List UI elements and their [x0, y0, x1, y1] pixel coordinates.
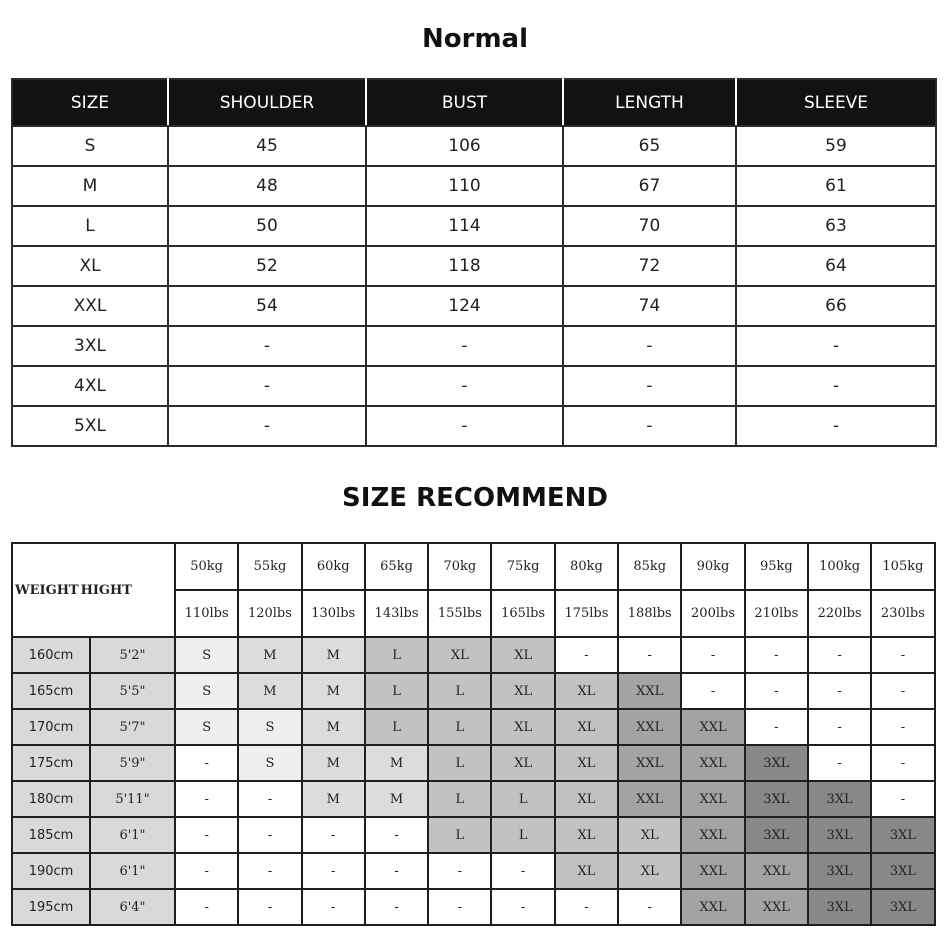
size-recommend-cell: L	[365, 673, 428, 709]
size-recommend-cell: -	[745, 637, 808, 673]
measurement-cell: 118	[366, 246, 563, 286]
measurement-cell: 124	[366, 286, 563, 326]
measurement-cell: 65	[563, 126, 736, 166]
weight-lbs-cell: 130lbs	[302, 590, 365, 637]
size-recommend-cell: L	[428, 709, 491, 745]
size-recommend-cell: XXL	[618, 673, 681, 709]
height-cm-cell: 180cm	[12, 781, 90, 817]
normal-table-row	[12, 406, 936, 446]
size-recommend-cell: -	[808, 745, 871, 781]
height-ft-cell: 6'4"	[90, 889, 175, 925]
size-recommend-cell: 3XL	[745, 781, 808, 817]
size-recommend-cell: S	[175, 637, 238, 673]
size-recommend-cell: -	[175, 781, 238, 817]
size-recommend-cell: XXL	[745, 889, 808, 925]
weight-kg-cell: 100kg	[808, 543, 871, 590]
header-bust: BUST	[366, 79, 563, 126]
height-row	[12, 889, 935, 925]
size-recommend-cell: XL	[555, 817, 618, 853]
height-cm-cell: 195cm	[12, 889, 90, 925]
size-recommend-cell: XL	[555, 853, 618, 889]
measurement-cell: 50	[168, 206, 366, 246]
size-recommend-cell: XL	[618, 853, 681, 889]
size-cell: S	[12, 126, 168, 166]
size-recommend-cell: -	[175, 745, 238, 781]
size-recommend-cell: XXL	[681, 817, 744, 853]
header-size: SIZE	[12, 79, 168, 126]
size-recommend-cell: -	[238, 817, 301, 853]
weight-lbs-cell: 210lbs	[745, 590, 808, 637]
height-row	[12, 709, 935, 745]
size-recommend-cell: -	[871, 637, 934, 673]
measurement-cell: -	[736, 406, 936, 446]
weight-kg-cell: 65kg	[365, 543, 428, 590]
size-recommend-cell: XXL	[618, 745, 681, 781]
size-recommend-cell: XL	[555, 781, 618, 817]
weight-lbs-cell: 165lbs	[491, 590, 554, 637]
measurement-cell: -	[168, 326, 366, 366]
measurement-cell: -	[366, 406, 563, 446]
weight-height-corner	[12, 543, 175, 637]
size-recommend-cell: 3XL	[871, 853, 934, 889]
measurement-cell: 106	[366, 126, 563, 166]
measurement-cell: -	[168, 406, 366, 446]
size-recommend-cell: -	[871, 673, 934, 709]
size-recommend-cell: -	[808, 637, 871, 673]
size-recommend-cell: -	[428, 853, 491, 889]
size-recommend-cell: -	[175, 817, 238, 853]
weight-kg-cell: 95kg	[745, 543, 808, 590]
size-recommend-cell: -	[555, 889, 618, 925]
normal-table-row	[12, 246, 936, 286]
size-recommend-cell: XXL	[618, 781, 681, 817]
weight-kg-cell: 75kg	[491, 543, 554, 590]
size-recommend-cell: -	[618, 889, 681, 925]
weight-kg-cell: 50kg	[175, 543, 238, 590]
weight-kg-cell: 85kg	[618, 543, 681, 590]
size-recommend-cell: -	[302, 889, 365, 925]
normal-table-title: Normal	[422, 24, 528, 54]
size-recommend-cell: -	[871, 709, 934, 745]
size-recommend-cell: -	[175, 853, 238, 889]
size-recommend-cell: XL	[491, 637, 554, 673]
height-ft-cell: 5'9"	[90, 745, 175, 781]
weight-lbs-cell: 155lbs	[428, 590, 491, 637]
size-recommend-cell: 3XL	[745, 745, 808, 781]
size-recommend-cell: -	[491, 853, 554, 889]
measurement-cell: -	[366, 326, 563, 366]
measurement-cell: 52	[168, 246, 366, 286]
size-recommend-cell: -	[175, 889, 238, 925]
size-recommend-cell: M	[238, 637, 301, 673]
normal-table-row	[12, 126, 936, 166]
size-recommend-cell: -	[238, 889, 301, 925]
size-recommend-cell: XXL	[618, 709, 681, 745]
size-recommend-cell: -	[745, 709, 808, 745]
size-recommend-cell: M	[302, 745, 365, 781]
height-row	[12, 853, 935, 889]
size-recommend-cell: -	[365, 853, 428, 889]
weight-lbs-cell: 230lbs	[871, 590, 934, 637]
header-shoulder: SHOULDER	[168, 79, 366, 126]
size-recommend-cell: -	[302, 853, 365, 889]
weight-lbs-cell: 143lbs	[365, 590, 428, 637]
measurement-cell: -	[168, 366, 366, 406]
height-cm-cell: 160cm	[12, 637, 90, 673]
size-recommend-cell: S	[238, 745, 301, 781]
height-ft-cell: 6'1"	[90, 853, 175, 889]
height-row	[12, 745, 935, 781]
height-row	[12, 781, 935, 817]
weight-lbs-cell: 200lbs	[681, 590, 744, 637]
size-recommend-cell: L	[491, 781, 554, 817]
size-recommend-cell: S	[238, 709, 301, 745]
measurement-cell: -	[563, 366, 736, 406]
weight-kg-cell: 70kg	[428, 543, 491, 590]
measurement-cell: 66	[736, 286, 936, 326]
size-recommend-cell: -	[808, 709, 871, 745]
size-recommend-cell: 3XL	[808, 853, 871, 889]
size-recommend-cell: M	[302, 781, 365, 817]
size-cell: M	[12, 166, 168, 206]
size-recommend-cell: 3XL	[808, 889, 871, 925]
size-recommend-title: SIZE RECOMMEND	[342, 483, 608, 513]
size-recommend-cell: -	[555, 637, 618, 673]
measurement-cell: 67	[563, 166, 736, 206]
height-ft-cell: 6'1"	[90, 817, 175, 853]
size-recommend-cell: XL	[428, 637, 491, 673]
size-recommend-cell: XXL	[681, 745, 744, 781]
height-cm-cell: 165cm	[12, 673, 90, 709]
size-recommend-cell: -	[871, 745, 934, 781]
size-recommend-cell: L	[491, 817, 554, 853]
size-cell: 5XL	[12, 406, 168, 446]
size-recommend-cell: XL	[618, 817, 681, 853]
weight-kg-row	[12, 543, 935, 590]
size-recommend-cell: -	[365, 889, 428, 925]
size-recommend-cell: L	[365, 637, 428, 673]
size-recommend-cell: XXL	[681, 853, 744, 889]
measurement-cell: -	[563, 326, 736, 366]
measurement-cell: 72	[563, 246, 736, 286]
normal-table-row	[12, 366, 936, 406]
size-recommend-cell: XXL	[681, 781, 744, 817]
header-sleeve: SLEEVE	[736, 79, 936, 126]
height-row	[12, 817, 935, 853]
size-recommend-cell: M	[365, 781, 428, 817]
normal-table-row	[12, 206, 936, 246]
height-cm-cell: 190cm	[12, 853, 90, 889]
size-recommend-cell: XL	[555, 709, 618, 745]
size-recommend-cell: M	[238, 673, 301, 709]
height-row	[12, 637, 935, 673]
corner-height-label: HIGHT	[80, 582, 132, 598]
size-recommend-cell: L	[428, 745, 491, 781]
size-recommend-cell: 3XL	[871, 889, 934, 925]
size-cell: XXL	[12, 286, 168, 326]
weight-lbs-cell: 220lbs	[808, 590, 871, 637]
size-recommend-cell: XL	[555, 745, 618, 781]
weight-kg-cell: 105kg	[871, 543, 934, 590]
size-recommend-cell: 3XL	[871, 817, 934, 853]
measurement-cell: 45	[168, 126, 366, 166]
measurement-cell: 64	[736, 246, 936, 286]
measurement-cell: 54	[168, 286, 366, 326]
weight-kg-cell: 80kg	[555, 543, 618, 590]
size-cell: XL	[12, 246, 168, 286]
size-recommend-cell: S	[175, 709, 238, 745]
height-row	[12, 673, 935, 709]
size-recommend-cell: -	[745, 673, 808, 709]
measurement-cell: 74	[563, 286, 736, 326]
weight-kg-cell: 55kg	[238, 543, 301, 590]
normal-table-row	[12, 166, 936, 206]
normal-header-row	[12, 79, 936, 126]
size-recommend-cell: XL	[491, 709, 554, 745]
size-cell: 4XL	[12, 366, 168, 406]
size-recommend-table	[11, 542, 936, 926]
size-recommend-cell: XL	[491, 673, 554, 709]
weight-lbs-cell: 175lbs	[555, 590, 618, 637]
size-recommend-cell: -	[238, 781, 301, 817]
height-cm-cell: 175cm	[12, 745, 90, 781]
size-recommend-cell: -	[871, 781, 934, 817]
measurement-cell: 59	[736, 126, 936, 166]
size-recommend-cell: -	[681, 673, 744, 709]
size-recommend-cell: 3XL	[745, 817, 808, 853]
normal-table-row	[12, 326, 936, 366]
height-ft-cell: 5'11"	[90, 781, 175, 817]
normal-size-table	[11, 78, 937, 447]
size-recommend-cell: -	[491, 889, 554, 925]
height-cm-cell: 170cm	[12, 709, 90, 745]
measurement-cell: -	[366, 366, 563, 406]
size-recommend-cell: -	[808, 673, 871, 709]
size-recommend-cell: -	[428, 889, 491, 925]
size-recommend-cell: XXL	[745, 853, 808, 889]
size-recommend-cell: M	[302, 709, 365, 745]
size-recommend-cell: M	[302, 673, 365, 709]
size-recommend-cell: L	[428, 817, 491, 853]
size-recommend-cell: M	[302, 637, 365, 673]
measurement-cell: 110	[366, 166, 563, 206]
size-recommend-cell: XL	[491, 745, 554, 781]
measurement-cell: 63	[736, 206, 936, 246]
height-cm-cell: 185cm	[12, 817, 90, 853]
height-ft-cell: 5'5"	[90, 673, 175, 709]
corner-weight-label: WEIGHT	[15, 582, 79, 598]
size-recommend-cell: L	[365, 709, 428, 745]
size-recommend-cell: L	[428, 781, 491, 817]
measurement-cell: 48	[168, 166, 366, 206]
size-recommend-cell: XXL	[681, 889, 744, 925]
size-recommend-cell: -	[238, 853, 301, 889]
weight-kg-cell: 60kg	[302, 543, 365, 590]
measurement-cell: 61	[736, 166, 936, 206]
size-cell: 3XL	[12, 326, 168, 366]
weight-lbs-cell: 110lbs	[175, 590, 238, 637]
size-recommend-cell: L	[428, 673, 491, 709]
measurement-cell: -	[736, 366, 936, 406]
measurement-cell: 114	[366, 206, 563, 246]
weight-lbs-cell: 188lbs	[618, 590, 681, 637]
size-recommend-cell: -	[681, 637, 744, 673]
measurement-cell: -	[736, 326, 936, 366]
measurement-cell: 70	[563, 206, 736, 246]
weight-kg-cell: 90kg	[681, 543, 744, 590]
size-cell: L	[12, 206, 168, 246]
height-ft-cell: 5'7"	[90, 709, 175, 745]
size-recommend-cell: -	[618, 637, 681, 673]
measurement-cell: -	[563, 406, 736, 446]
size-recommend-cell: XL	[555, 673, 618, 709]
size-recommend-cell: -	[365, 817, 428, 853]
weight-lbs-cell: 120lbs	[238, 590, 301, 637]
size-recommend-cell: 3XL	[808, 781, 871, 817]
size-recommend-cell: 3XL	[808, 817, 871, 853]
size-recommend-cell: M	[365, 745, 428, 781]
size-recommend-cell: S	[175, 673, 238, 709]
size-recommend-cell: XXL	[681, 709, 744, 745]
size-recommend-cell: -	[302, 817, 365, 853]
header-length: LENGTH	[563, 79, 736, 126]
normal-table-row	[12, 286, 936, 326]
height-ft-cell: 5'2"	[90, 637, 175, 673]
